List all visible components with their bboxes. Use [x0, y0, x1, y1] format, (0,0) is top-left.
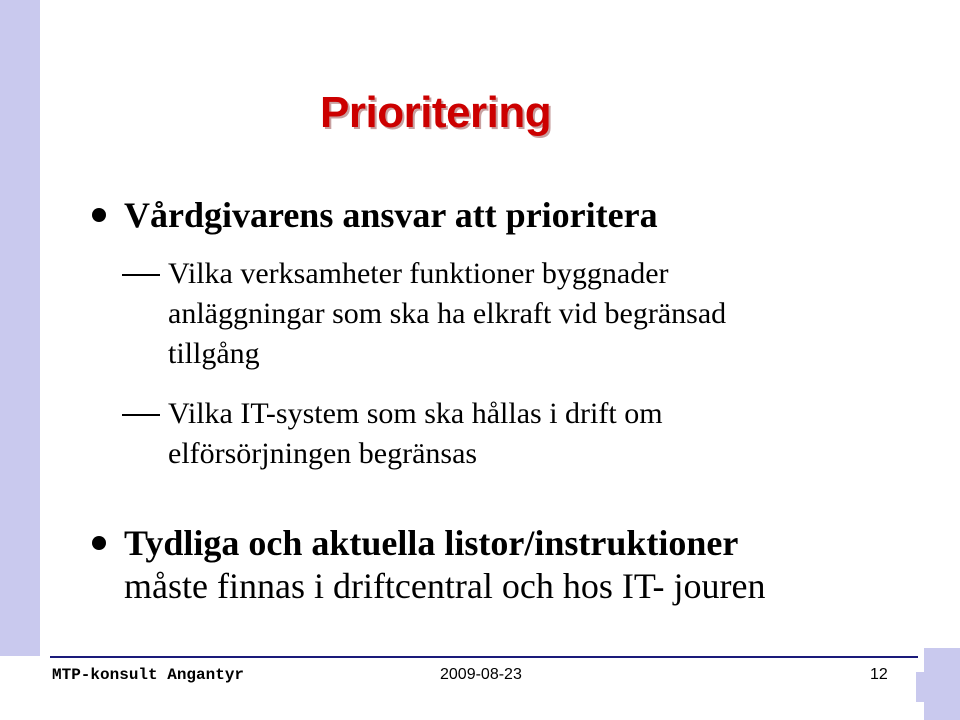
sub-bullet-1-line-2: anläggningar som ska ha elkraft vid begränsad — [168, 297, 727, 330]
left-decorative-bar — [0, 0, 40, 656]
bullet-dot-icon — [92, 208, 106, 222]
bullet-2-line-2: måste finnas i driftcentral och hos IT- jouren — [124, 566, 766, 606]
bullet-2 — [92, 522, 765, 608]
footer-author: MTP-konsult Angantyr — [52, 666, 245, 684]
footer-date: 2009-08-23 — [440, 666, 522, 683]
footer-divider — [50, 656, 918, 658]
sub-bullet-2 — [122, 394, 663, 474]
dash-icon — [122, 274, 160, 276]
sub-bullet-1-line-1: Vilka verksamheter funktioner byggnader — [168, 257, 669, 290]
slide-title: Prioritering — [320, 88, 552, 137]
right-decorative-bar — [924, 648, 960, 720]
sub-bullet-1-line-3: tillgång — [168, 337, 260, 370]
bullet-dot-icon — [92, 536, 106, 550]
sub-bullet-2-line-2: elförsörjningen begränsas — [168, 437, 478, 470]
sub-bullet-2-line-1: Vilka IT-system som ska hållas i drift om — [168, 397, 663, 430]
dash-icon — [122, 414, 160, 416]
sub-bullet-1 — [122, 254, 726, 374]
right-decorative-block — [916, 672, 924, 702]
bullet-2-line-1: Tydliga och aktuella listor/instruktioner — [124, 523, 739, 563]
bullet-1-text: Vårdgivarens ansvar att prioritera — [124, 195, 658, 235]
bullet-1 — [92, 194, 658, 237]
page-number: 12 — [870, 666, 888, 683]
